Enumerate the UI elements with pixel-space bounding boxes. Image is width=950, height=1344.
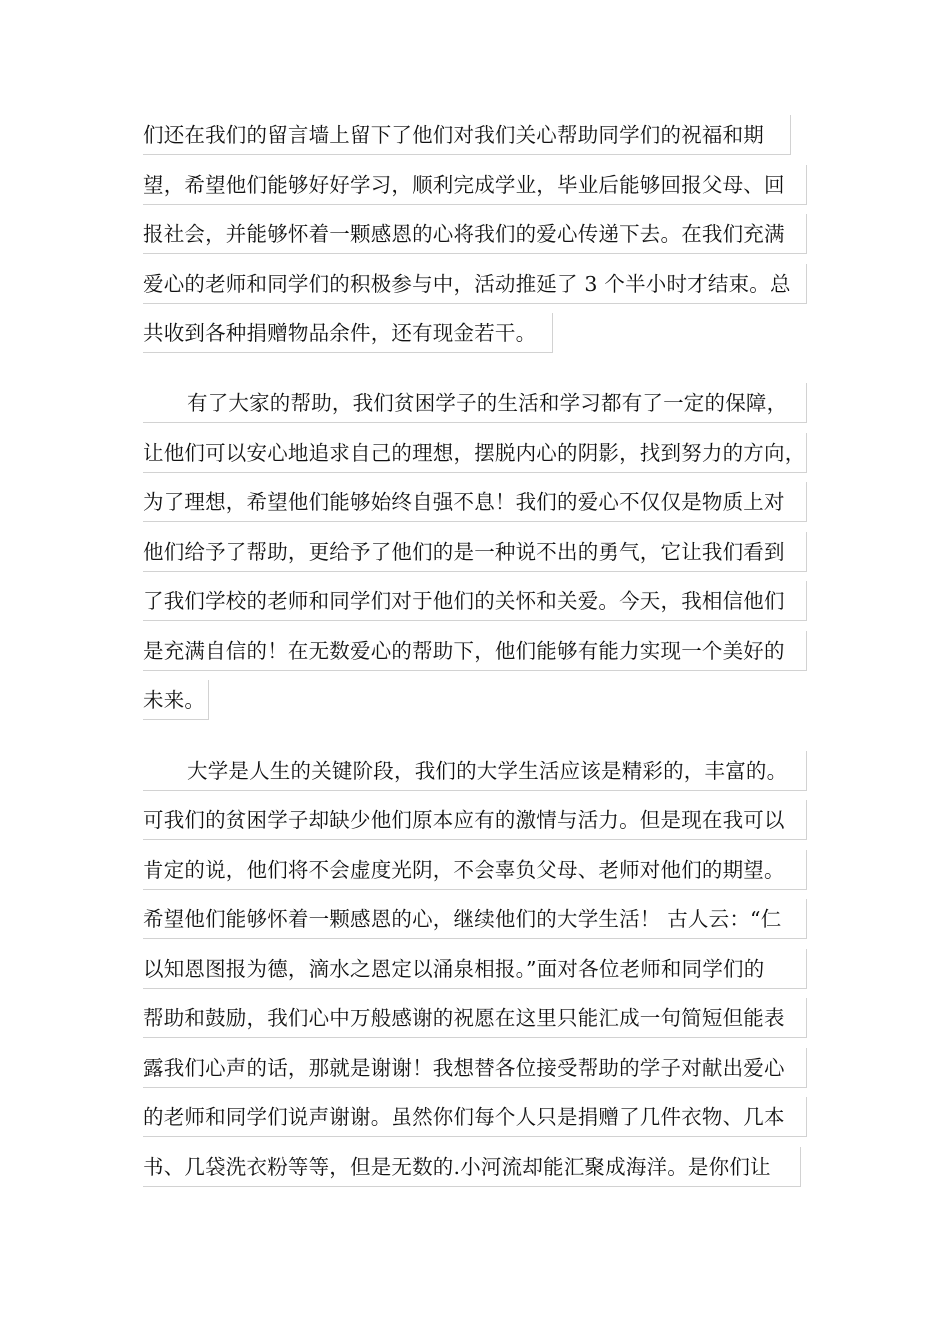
paragraph-2-line-5: 了我们学校的老师和同学们对于他们的关怀和关爱。今天，我相信他们 — [143, 581, 807, 621]
paragraph-2-line-4: 他们给予了帮助，更给予了他们的是一种说不出的勇气，它让我们看到 — [143, 532, 807, 572]
paragraph-1-line-1: 们还在我们的留言墙上留下了他们对我们关心帮助同学们的祝福和期 — [143, 115, 791, 155]
paragraph-3-line-9: 书、几袋洗衣粉等等，但是无数的.小河流却能汇聚成海洋。是你们让 — [143, 1147, 801, 1187]
paragraph-3-line-6: 帮助和鼓励，我们心中万般感谢的祝愿在这里只能汇成一句简短但能表 — [143, 998, 807, 1038]
paragraph-3-line-7: 露我们心声的话，那就是谢谢！我想替各位接受帮助的学子对献出爱心 — [143, 1048, 807, 1088]
paragraph-2-line-3: 为了理想，希望他们能够始终自强不息！我们的爱心不仅仅是物质上对 — [143, 482, 807, 522]
paragraph-3-line-1: 大学是人生的关键阶段，我们的大学生活应该是精彩的，丰富的。 — [143, 751, 807, 791]
paragraph-2-line-6: 是充满自信的！在无数爱心的帮助下，他们能够有能力实现一个美好的 — [143, 631, 807, 671]
paragraph-2-line-7: 未来。 — [143, 680, 209, 720]
paragraph-3-line-3: 肯定的说，他们将不会虚度光阴，不会辜负父母、老师对他们的期望。 — [143, 850, 807, 890]
paragraph-1-line-5: 共收到各种捐赠物品余件，还有现金若干。 — [143, 313, 553, 353]
paragraph-3-line-2: 可我们的贫困学子却缺少他们原本应有的激情与活力。但是现在我可以 — [143, 800, 807, 840]
paragraph-2-line-2: 让他们可以安心地追求自己的理想，摆脱内心的阴影，找到努力的方向， — [143, 433, 807, 473]
paragraph-1-line-4: 爱心的老师和同学们的积极参与中，活动推延了 3 个半小时才结束。总 — [143, 264, 807, 304]
paragraph-2-line-1: 有了大家的帮助，我们贫困学子的生活和学习都有了一定的保障， — [143, 383, 807, 423]
paragraph-3-line-8: 的老师和同学们说声谢谢。虽然你们每个人只是捐赠了几件衣物、几本 — [143, 1097, 807, 1137]
paragraph-1-line-3: 报社会，并能够怀着一颗感恩的心将我们的爱心传递下去。在我们充满 — [143, 214, 807, 254]
paragraph-3-line-5: 以知恩图报为德，滴水之恩定以涌泉相报。”面对各位老师和同学们的 — [143, 949, 807, 989]
paragraph-1-line-2: 望，希望他们能够好好学习，顺利完成学业，毕业后能够回报父母、回 — [143, 165, 807, 205]
paragraph-3-line-4: 希望他们能够怀着一颗感恩的心，继续他们的大学生活！ 古人云：“仁 — [143, 899, 807, 939]
